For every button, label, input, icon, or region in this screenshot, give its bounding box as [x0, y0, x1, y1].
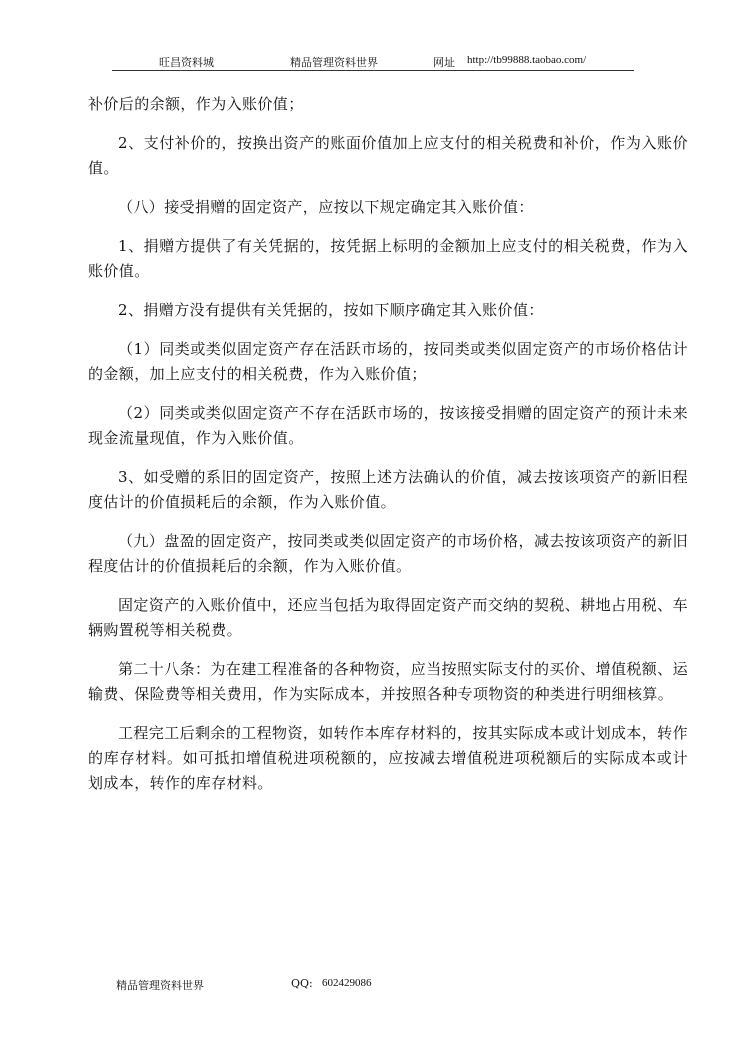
paragraph-12: 工程完工后剩余的工程物资，如转作本库存材料的，按其实际成本或计划成本，转作的库存材料。如可抵扣增值税进项税额的，应按减去增值税进项税额后的实际成本或计划成本，转作的库存材料。	[88, 724, 688, 792]
header-url-link[interactable]: http://tb99888.taobao.com/	[467, 54, 587, 66]
paragraph-9: （九）盘盈的固定资产，按同类或类似固定资产的市场价格，减去按该项资产的新旧程度估计的价值损耗后的余额，作为入账价值。	[88, 532, 688, 575]
footer-qq-number: 602429086	[322, 977, 372, 989]
header-url-label: 网址	[433, 56, 455, 69]
paragraph-6: （1）同类或类似固定资产存在活跃市场的，按同类或类似固定资产的市场价格估计的金额，加上应支付的相关税费，作为入账价值；	[88, 340, 688, 383]
paragraph-4: 1、捐赠方提供了有关凭据的，按凭据上标明的金额加上应支付的相关税费，作为入账价值。	[88, 237, 688, 280]
footer-qq-label: QQ:	[291, 977, 313, 990]
page-footer	[0, 977, 744, 993]
paragraph-3: （八）接受捐赠的固定资产，应按以下规定确定其入账价值：	[118, 198, 534, 216]
document-body	[88, 92, 688, 796]
paragraph-1: 补价后的余额，作为入账价值；	[88, 95, 304, 113]
paragraph-10: 固定资产的入账价值中，还应当包括为取得固定资产而交纳的契税、耕地占用税、车辆购置税等相关税费。	[88, 596, 688, 639]
paragraph-2: 2、支付补价的，按换出资产的账面价值加上应支付的相关税费和补价，作为入账价值。	[88, 134, 688, 177]
paragraph-8: 3、如受赠的系旧的固定资产，按照上述方法确认的价值，减去按该项资产的新旧程度估计的价值损耗后的余额，作为入账价值。	[88, 468, 688, 511]
header-site-name: 旺昌资料城	[159, 56, 214, 69]
paragraph-5: 2、捐赠方没有提供有关凭据的，按如下顺序确定其入账价值：	[118, 301, 544, 319]
header-world: 精品管理资料世界	[290, 56, 378, 69]
paragraph-11: 第二十八条：为在建工程准备的各种物资，应当按照实际支付的买价、增值税额、运输费、保险费等相关费用，作为实际成本，并按照各种专项物资的种类进行明细核算。	[88, 660, 688, 703]
footer-world: 精品管理资料世界	[116, 979, 204, 992]
page-header	[112, 52, 634, 71]
paragraph-7: （2）同类或类似固定资产不存在活跃市场的，按该接受捐赠的固定资产的预计未来现金流量现值，作为入账价值。	[88, 404, 688, 447]
